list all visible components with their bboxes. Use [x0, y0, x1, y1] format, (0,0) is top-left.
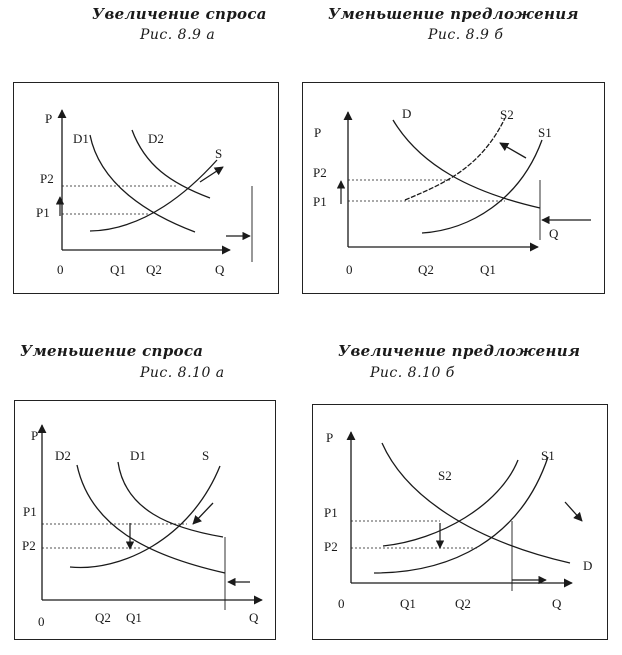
panel-a-caption: Рис. 8.9 а [140, 27, 216, 43]
panel-c-label-p1: P1 [23, 504, 37, 519]
panel-a-label-q: Q [215, 262, 225, 277]
panel-c-label-s: S [202, 448, 210, 463]
panel-d-label-p1: P1 [324, 505, 338, 520]
panel-d-label-q2: Q2 [455, 596, 471, 611]
panel-b-label-q: Q [549, 226, 559, 241]
panel-a-label-q1: Q1 [110, 262, 126, 277]
panel-c-label-p: P [31, 428, 39, 443]
panel-a-label-d2: D2 [148, 131, 164, 146]
panel-b-demand-curve-d [393, 120, 540, 208]
panel-d-supply-curve-s1 [374, 457, 548, 573]
panel-b-label-p2: P2 [313, 165, 327, 180]
panel-b-label-p: P [314, 125, 322, 140]
panel-c-demand-curve-d2 [77, 465, 225, 573]
panel-d-caption: Рис. 8.10 б [370, 365, 455, 381]
panel-a-label-q2: Q2 [146, 262, 162, 277]
panel-b-supply-shift-arrow [500, 143, 526, 158]
panel-b-label-q1: Q1 [480, 262, 496, 277]
panel-c-label-q1: Q1 [126, 610, 142, 625]
panel-c-label-p2: P2 [22, 538, 36, 553]
panel-a-supply-curve-s [90, 160, 217, 231]
panel-c-label-d1: D1 [130, 448, 146, 463]
panel-c-label-d2: D2 [55, 448, 71, 463]
panel-c-label-q: Q [249, 610, 259, 625]
panel-a-label-p1: P1 [36, 205, 50, 220]
panel-b-label-p1: P1 [313, 194, 327, 209]
panel-b-label-s2: S2 [500, 107, 514, 122]
panel-c-demand-curve-d1 [118, 462, 223, 537]
panel-d-label-p: P [326, 430, 334, 445]
panel-c-diagram [42, 425, 262, 610]
panel-b-label-s1: S1 [538, 125, 552, 140]
panel-d-label-q: Q [552, 596, 562, 611]
panel-a-labels [36, 111, 225, 277]
panel-d-label-s2: S2 [438, 468, 452, 483]
panel-b-label-q2: Q2 [418, 262, 434, 277]
panel-a-label-origin: 0 [57, 262, 64, 277]
panel-a-title: Увеличение спроса [92, 5, 267, 23]
panel-c-caption: Рис. 8.10 а [140, 365, 225, 381]
panel-a-label-s: S [215, 146, 223, 161]
panel-a-label-p2: P2 [40, 171, 54, 186]
panel-a-label-p: P [45, 111, 53, 126]
panel-b-label-origin: 0 [346, 262, 353, 277]
panel-a-demand-curve-d2 [132, 130, 210, 198]
panel-d-label-d: D [583, 558, 593, 573]
panel-b-supply-curve-s1 [422, 140, 542, 233]
panel-d-title: Увеличение предложения [338, 342, 581, 360]
panel-d-label-p2: P2 [324, 539, 338, 554]
panel-d-label-s1: S1 [541, 448, 555, 463]
panel-c-labels [22, 428, 259, 629]
panel-d-label-origin: 0 [338, 596, 345, 611]
panel-c-label-q2: Q2 [95, 610, 111, 625]
panel-b-caption: Рис. 8.9 б [428, 27, 504, 43]
panel-a-label-d1: D1 [73, 131, 89, 146]
panel-c-label-origin: 0 [38, 614, 45, 629]
panel-c-title: Уменьшение спроса [20, 342, 204, 360]
panel-c-supply-curve-s [70, 466, 220, 568]
panel-b-label-d: D [402, 106, 412, 121]
panel-b-title: Уменьшение предложения [328, 5, 579, 23]
panel-b-labels [313, 106, 559, 277]
panel-b-supply-curve-s2 [405, 118, 505, 200]
panel-d-label-q1: Q1 [400, 596, 416, 611]
panel-d-supply-shift-arrow [565, 502, 582, 521]
panel-c-demand-shift-arrow [193, 503, 213, 524]
